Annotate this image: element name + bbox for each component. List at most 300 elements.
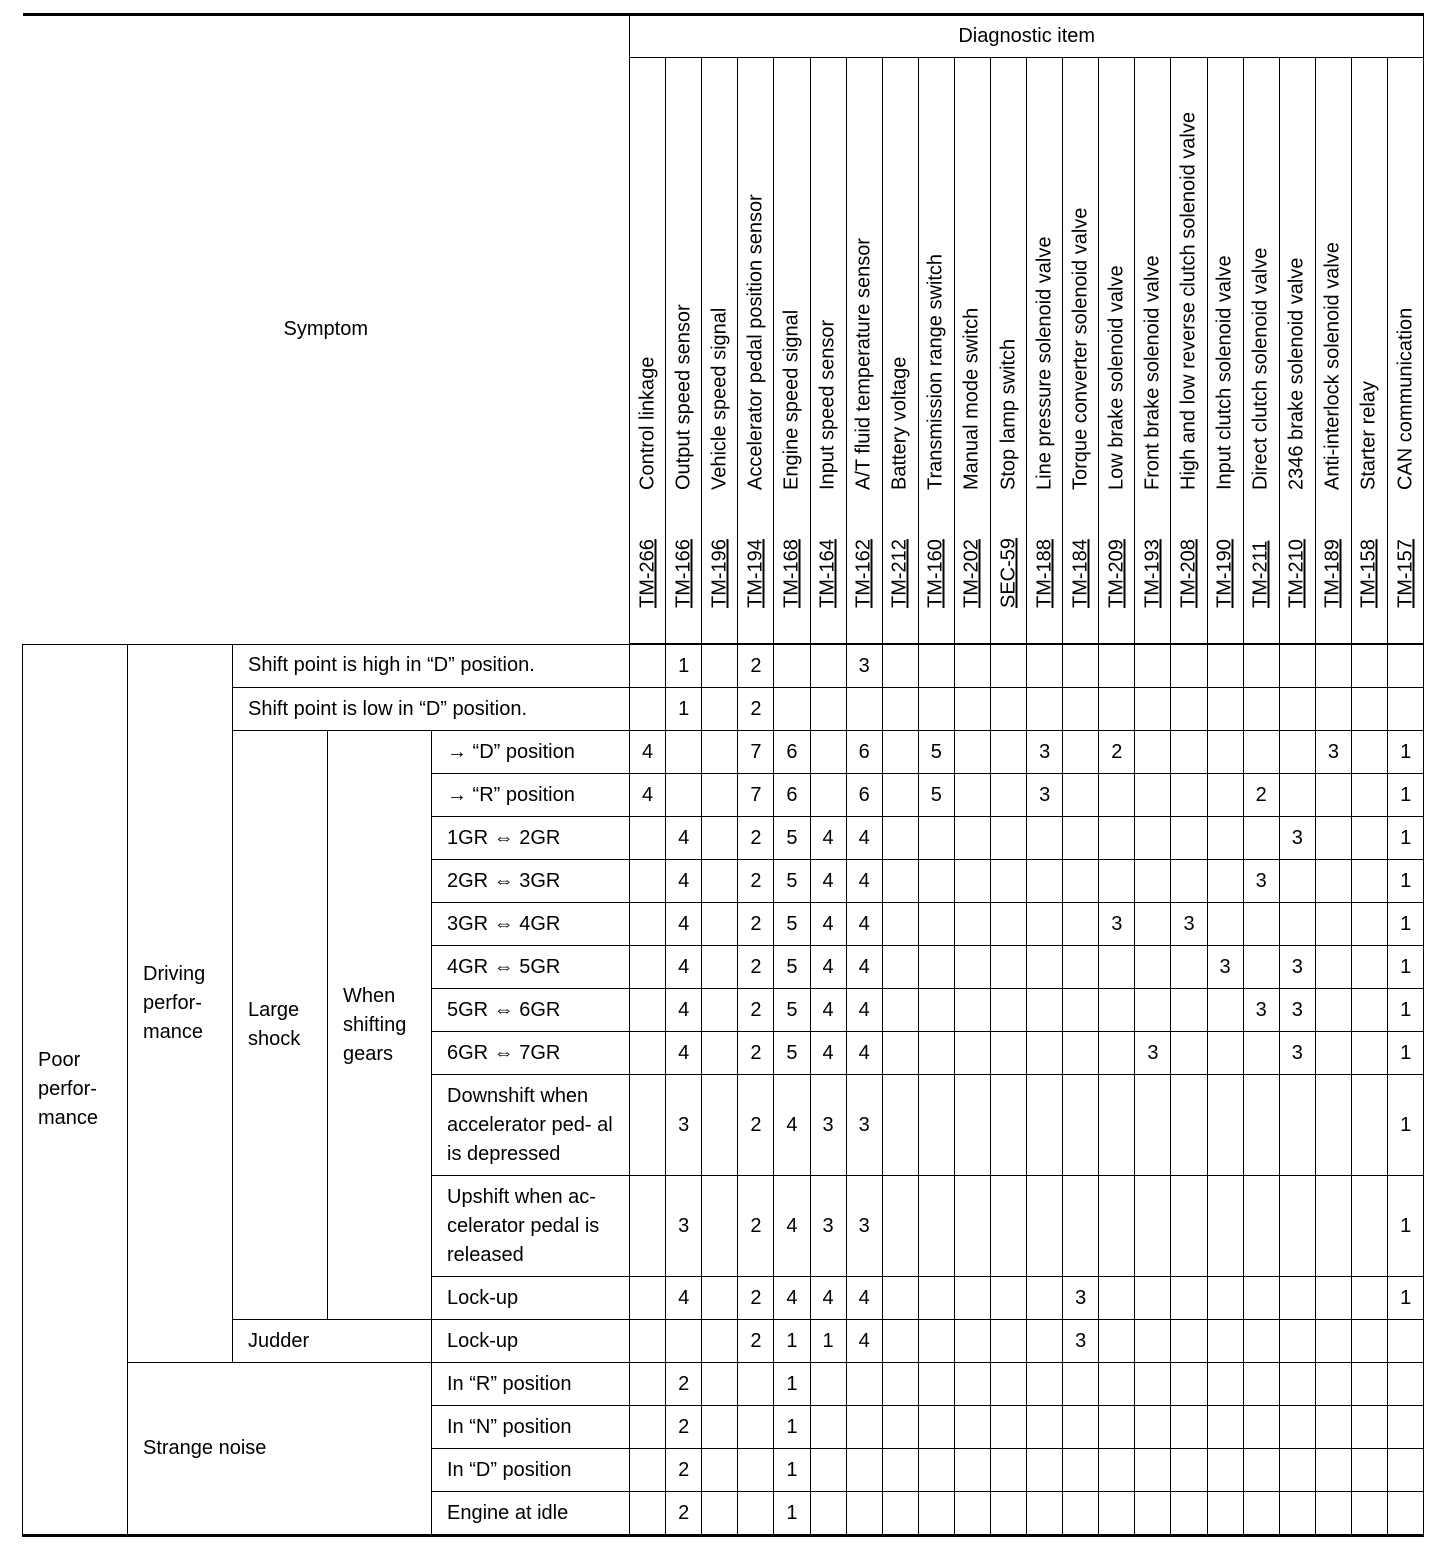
priority-cell <box>954 946 990 989</box>
priority-cell <box>738 1363 774 1406</box>
priority-cell <box>954 1363 990 1406</box>
priority-cell <box>1027 903 1063 946</box>
column-reference-link[interactable]: TM-196 <box>708 539 731 608</box>
priority-cell: 3 <box>846 1176 882 1277</box>
priority-cell <box>1135 989 1171 1032</box>
priority-cell <box>810 688 846 731</box>
column-reference-link[interactable]: TM-212 <box>888 539 911 608</box>
priority-cell <box>990 644 1026 688</box>
priority-cell <box>954 774 990 817</box>
priority-cell <box>1063 1363 1099 1406</box>
priority-cell: 4 <box>666 989 702 1032</box>
priority-cell <box>990 903 1026 946</box>
priority-cell <box>918 1032 954 1075</box>
column-header <box>990 58 1026 645</box>
priority-cell <box>1279 1176 1315 1277</box>
column-reference-link[interactable]: TM-168 <box>780 539 803 608</box>
priority-cell: 4 <box>774 1277 810 1320</box>
priority-cell: 3 <box>1315 731 1351 774</box>
priority-cell <box>630 946 666 989</box>
column-reference-link[interactable]: TM-210 <box>1285 539 1308 608</box>
priority-cell <box>918 1492 954 1536</box>
priority-cell <box>630 1320 666 1363</box>
priority-cell: 1 <box>666 688 702 731</box>
priority-cell <box>1027 1449 1063 1492</box>
priority-cell <box>1099 817 1135 860</box>
priority-cell <box>702 1449 738 1492</box>
column-reference-link[interactable]: TM-162 <box>852 539 875 608</box>
column-reference-link[interactable]: TM-202 <box>960 539 983 608</box>
priority-cell <box>1135 1406 1171 1449</box>
priority-cell: 3 <box>1279 989 1315 1032</box>
priority-cell <box>1171 817 1207 860</box>
priority-cell <box>702 1032 738 1075</box>
priority-cell <box>1243 1363 1279 1406</box>
symptom-label: In “N” position <box>432 1406 630 1449</box>
priority-cell <box>1315 688 1351 731</box>
priority-cell <box>1099 1449 1135 1492</box>
priority-cell: 5 <box>774 903 810 946</box>
priority-cell: 2 <box>1099 731 1135 774</box>
priority-cell: 4 <box>846 1320 882 1363</box>
column-header <box>1027 58 1063 645</box>
priority-cell <box>1099 1032 1135 1075</box>
priority-cell <box>846 688 882 731</box>
priority-cell <box>1171 774 1207 817</box>
column-reference-link[interactable]: TM-190 <box>1213 539 1236 608</box>
priority-cell: 3 <box>666 1075 702 1176</box>
priority-cell <box>1315 774 1351 817</box>
priority-cell <box>1315 1032 1351 1075</box>
priority-cell <box>1063 1176 1099 1277</box>
diagnostic-item-header: Diagnostic item <box>630 15 1424 58</box>
priority-cell <box>954 1176 990 1277</box>
priority-cell <box>1171 688 1207 731</box>
priority-cell: 7 <box>738 731 774 774</box>
priority-cell: 2 <box>666 1363 702 1406</box>
priority-cell <box>738 1449 774 1492</box>
column-name: A/T fluid temperature sensor <box>852 238 875 490</box>
priority-cell <box>1063 774 1099 817</box>
priority-cell: 4 <box>846 903 882 946</box>
priority-cell <box>1027 946 1063 989</box>
priority-cell <box>1171 644 1207 688</box>
column-header <box>1171 58 1207 645</box>
priority-cell: 4 <box>846 1277 882 1320</box>
group-large-shock: Large shock <box>233 731 328 1320</box>
column-name: Direct clutch solenoid valve <box>1249 247 1272 490</box>
priority-cell <box>1351 1363 1387 1406</box>
column-name: Anti-interlock solenoid valve <box>1321 242 1344 490</box>
priority-cell <box>1063 731 1099 774</box>
priority-cell <box>1135 688 1171 731</box>
priority-cell: 5 <box>774 817 810 860</box>
column-header <box>1315 58 1351 645</box>
symptom-label: 3GR ⇔ 4GR <box>432 903 630 946</box>
priority-cell <box>1207 1032 1243 1075</box>
column-name: 2346 brake solenoid valve <box>1285 257 1308 490</box>
column-reference-link[interactable]: TM-211 <box>1249 540 1272 608</box>
priority-cell <box>882 817 918 860</box>
priority-cell <box>990 731 1026 774</box>
priority-cell: 4 <box>666 1277 702 1320</box>
priority-cell <box>1388 1449 1424 1492</box>
priority-cell <box>1315 1320 1351 1363</box>
priority-cell <box>882 946 918 989</box>
symptom-label: 2GR ⇔ 3GR <box>432 860 630 903</box>
column-reference-link[interactable]: TM-194 <box>744 539 767 608</box>
priority-cell: 3 <box>1243 860 1279 903</box>
priority-cell <box>1027 989 1063 1032</box>
column-header <box>1388 58 1424 645</box>
priority-cell <box>1171 1075 1207 1176</box>
priority-cell <box>882 1176 918 1277</box>
priority-cell <box>702 731 738 774</box>
priority-cell <box>882 1406 918 1449</box>
priority-cell <box>1315 1075 1351 1176</box>
priority-cell <box>990 774 1026 817</box>
priority-cell <box>1171 731 1207 774</box>
priority-cell: 4 <box>810 1032 846 1075</box>
priority-cell <box>1027 1363 1063 1406</box>
symptom-label: In “R” position <box>432 1363 630 1406</box>
priority-cell <box>990 1320 1026 1363</box>
priority-cell <box>1027 1032 1063 1075</box>
priority-cell <box>1027 1176 1063 1277</box>
priority-cell: 2 <box>738 860 774 903</box>
priority-cell <box>738 1492 774 1536</box>
priority-cell <box>1315 817 1351 860</box>
priority-cell <box>1135 774 1171 817</box>
priority-cell <box>1027 860 1063 903</box>
priority-cell <box>954 731 990 774</box>
priority-cell <box>954 860 990 903</box>
priority-cell: 2 <box>666 1449 702 1492</box>
priority-cell: 1 <box>774 1363 810 1406</box>
priority-cell <box>666 1320 702 1363</box>
priority-cell: 1 <box>774 1492 810 1536</box>
priority-cell <box>1063 860 1099 903</box>
priority-cell: 1 <box>1388 989 1424 1032</box>
priority-cell <box>846 1449 882 1492</box>
priority-cell: 4 <box>666 1032 702 1075</box>
priority-cell: 3 <box>1279 946 1315 989</box>
priority-cell: 7 <box>738 774 774 817</box>
priority-cell: 4 <box>630 774 666 817</box>
priority-cell <box>1207 1363 1243 1406</box>
priority-cell <box>1171 1320 1207 1363</box>
priority-cell <box>882 989 918 1032</box>
column-name: CAN communication <box>1394 307 1417 490</box>
priority-cell <box>1171 989 1207 1032</box>
priority-cell <box>882 1075 918 1176</box>
priority-cell: 3 <box>1171 903 1207 946</box>
priority-cell <box>1099 1406 1135 1449</box>
priority-cell <box>702 688 738 731</box>
priority-cell <box>666 731 702 774</box>
symptom-label: Downshift when accelerator ped- al is depressed <box>432 1075 630 1176</box>
column-header <box>1279 58 1315 645</box>
symptom-label: 6GR ⇔ 7GR <box>432 1032 630 1075</box>
priority-cell <box>918 644 954 688</box>
priority-cell <box>990 1363 1026 1406</box>
priority-cell <box>810 774 846 817</box>
priority-cell <box>1135 1363 1171 1406</box>
priority-cell: 4 <box>846 989 882 1032</box>
priority-cell <box>1207 1075 1243 1176</box>
priority-cell: 1 <box>774 1320 810 1363</box>
priority-cell <box>954 1406 990 1449</box>
priority-cell <box>1243 731 1279 774</box>
priority-cell <box>918 989 954 1032</box>
priority-cell <box>1171 1363 1207 1406</box>
priority-cell <box>702 1277 738 1320</box>
column-header <box>666 58 702 645</box>
priority-cell <box>1315 1492 1351 1536</box>
priority-cell <box>1027 688 1063 731</box>
priority-cell: 4 <box>666 903 702 946</box>
priority-cell <box>1063 1449 1099 1492</box>
priority-cell: 2 <box>738 688 774 731</box>
priority-cell: 2 <box>738 817 774 860</box>
priority-cell: 2 <box>738 1320 774 1363</box>
priority-cell <box>1171 1406 1207 1449</box>
priority-cell <box>1135 731 1171 774</box>
priority-cell <box>1279 688 1315 731</box>
column-name: Vehicle speed signal <box>708 307 731 490</box>
priority-cell <box>1351 817 1387 860</box>
priority-cell <box>1279 1363 1315 1406</box>
priority-cell <box>918 1320 954 1363</box>
priority-cell <box>702 946 738 989</box>
priority-cell <box>1279 1492 1315 1536</box>
priority-cell <box>1135 644 1171 688</box>
priority-cell: 5 <box>774 946 810 989</box>
priority-cell <box>1351 946 1387 989</box>
column-name: Battery voltage <box>888 356 911 490</box>
group-strange-noise: Strange noise <box>128 1363 432 1536</box>
priority-cell <box>738 1406 774 1449</box>
priority-cell <box>1315 1449 1351 1492</box>
priority-cell <box>882 644 918 688</box>
priority-cell: 3 <box>1207 946 1243 989</box>
column-reference-link[interactable]: TM-160 <box>924 539 947 608</box>
priority-cell <box>666 774 702 817</box>
priority-cell <box>1207 1449 1243 1492</box>
priority-cell <box>1135 1492 1171 1536</box>
priority-cell <box>990 1176 1026 1277</box>
priority-cell <box>918 860 954 903</box>
priority-cell <box>1027 817 1063 860</box>
priority-cell <box>702 644 738 688</box>
priority-cell <box>1315 1406 1351 1449</box>
priority-cell <box>630 817 666 860</box>
priority-cell: 1 <box>774 1406 810 1449</box>
priority-cell <box>990 860 1026 903</box>
priority-cell: 2 <box>738 946 774 989</box>
priority-cell <box>1279 1075 1315 1176</box>
column-reference-link[interactable]: TM-164 <box>816 539 839 608</box>
column-name: Accelerator pedal position sensor <box>744 194 767 490</box>
priority-cell <box>1207 903 1243 946</box>
column-reference-link[interactable]: TM-166 <box>672 539 695 608</box>
priority-cell <box>1171 1032 1207 1075</box>
priority-cell <box>918 1075 954 1176</box>
symptom-label: 1GR ⇔ 2GR <box>432 817 630 860</box>
priority-cell <box>1315 860 1351 903</box>
priority-cell <box>882 1277 918 1320</box>
column-header <box>846 58 882 645</box>
priority-cell <box>918 688 954 731</box>
priority-cell: 4 <box>846 860 882 903</box>
priority-cell <box>1279 774 1315 817</box>
priority-cell: 4 <box>810 1277 846 1320</box>
priority-cell <box>1351 903 1387 946</box>
column-name: High and low reverse clutch solenoid valve <box>1177 112 1200 490</box>
column-header <box>882 58 918 645</box>
priority-cell <box>1243 644 1279 688</box>
priority-cell <box>1315 1363 1351 1406</box>
priority-cell <box>1135 1320 1171 1363</box>
priority-cell <box>1171 1176 1207 1277</box>
priority-cell <box>1171 860 1207 903</box>
priority-cell: 4 <box>774 1075 810 1176</box>
priority-cell <box>990 688 1026 731</box>
priority-cell <box>630 1406 666 1449</box>
priority-cell <box>1135 1277 1171 1320</box>
priority-cell <box>1351 688 1387 731</box>
priority-cell: 3 <box>1099 903 1135 946</box>
priority-cell <box>1099 1277 1135 1320</box>
priority-cell <box>954 1075 990 1176</box>
priority-cell <box>990 1406 1026 1449</box>
column-reference-link[interactable]: TM-209 <box>1105 539 1128 608</box>
priority-cell <box>630 688 666 731</box>
priority-cell <box>1099 688 1135 731</box>
priority-cell <box>954 1492 990 1536</box>
priority-cell <box>918 817 954 860</box>
priority-cell <box>990 1032 1026 1075</box>
priority-cell <box>1099 1176 1135 1277</box>
priority-cell: 3 <box>666 1176 702 1277</box>
priority-cell <box>882 1492 918 1536</box>
column-name: Starter relay <box>1357 381 1380 490</box>
priority-cell <box>1243 946 1279 989</box>
priority-cell <box>1243 1320 1279 1363</box>
priority-cell <box>1135 817 1171 860</box>
symptom-label: 5GR ⇔ 6GR <box>432 989 630 1032</box>
priority-cell <box>702 903 738 946</box>
priority-cell <box>1279 1406 1315 1449</box>
priority-cell <box>702 774 738 817</box>
priority-cell <box>882 774 918 817</box>
priority-cell: 3 <box>810 1075 846 1176</box>
column-name: Torque converter solenoid valve <box>1069 207 1092 490</box>
priority-cell: 2 <box>738 903 774 946</box>
priority-cell <box>918 903 954 946</box>
priority-cell <box>954 644 990 688</box>
symptom-label: → “D” position <box>432 731 630 774</box>
priority-cell <box>1171 1277 1207 1320</box>
priority-cell <box>1279 903 1315 946</box>
priority-cell <box>1171 1449 1207 1492</box>
priority-cell <box>630 1277 666 1320</box>
priority-cell <box>990 1075 1026 1176</box>
priority-cell <box>990 1449 1026 1492</box>
column-reference-link[interactable]: TM-266 <box>636 539 659 608</box>
priority-cell <box>1171 946 1207 989</box>
priority-cell <box>918 1277 954 1320</box>
column-name: Control linkage <box>636 356 659 490</box>
priority-cell <box>1027 1320 1063 1363</box>
column-reference-link[interactable]: TM-188 <box>1033 539 1056 608</box>
priority-cell <box>1099 644 1135 688</box>
priority-cell <box>774 644 810 688</box>
column-header <box>1351 58 1387 645</box>
priority-cell <box>1027 1492 1063 1536</box>
priority-cell <box>1351 1492 1387 1536</box>
column-reference-link[interactable]: TM-184 <box>1069 539 1092 608</box>
priority-cell <box>1027 1075 1063 1176</box>
priority-cell <box>630 644 666 688</box>
priority-cell <box>810 1406 846 1449</box>
priority-cell <box>1099 860 1135 903</box>
priority-cell <box>1315 1176 1351 1277</box>
priority-cell <box>702 1406 738 1449</box>
column-reference-link[interactable]: SEC-59 <box>997 537 1020 608</box>
priority-cell <box>1063 688 1099 731</box>
priority-cell <box>630 1492 666 1536</box>
priority-cell: 3 <box>810 1176 846 1277</box>
priority-cell <box>882 731 918 774</box>
priority-cell <box>1135 903 1171 946</box>
priority-cell: 2 <box>738 1032 774 1075</box>
priority-cell <box>1207 860 1243 903</box>
priority-cell: 1 <box>1388 1176 1424 1277</box>
priority-cell <box>1243 817 1279 860</box>
priority-cell <box>1243 1406 1279 1449</box>
priority-cell <box>1207 774 1243 817</box>
priority-cell <box>918 1363 954 1406</box>
priority-cell <box>702 1492 738 1536</box>
priority-cell <box>1388 1320 1424 1363</box>
symptom-label: Lock-up <box>432 1320 630 1363</box>
column-reference-link[interactable]: TM-208 <box>1177 539 1200 608</box>
priority-cell: 4 <box>810 860 846 903</box>
column-reference-link[interactable]: TM-189 <box>1321 539 1344 608</box>
priority-cell <box>630 860 666 903</box>
priority-cell <box>1135 1449 1171 1492</box>
priority-cell: 5 <box>774 989 810 1032</box>
priority-cell <box>1135 1176 1171 1277</box>
priority-cell: 6 <box>846 731 882 774</box>
column-header <box>1063 58 1099 645</box>
column-reference-link[interactable]: TM-157 <box>1394 539 1417 608</box>
priority-cell <box>1207 1406 1243 1449</box>
priority-cell <box>1135 860 1171 903</box>
priority-cell: 5 <box>918 774 954 817</box>
column-reference-link[interactable]: TM-193 <box>1141 539 1164 608</box>
column-reference-link[interactable]: TM-158 <box>1357 539 1380 608</box>
priority-cell <box>1279 860 1315 903</box>
priority-cell <box>1063 817 1099 860</box>
priority-cell <box>1279 644 1315 688</box>
priority-cell <box>810 731 846 774</box>
priority-cell <box>882 860 918 903</box>
priority-cell <box>1351 1406 1387 1449</box>
priority-cell <box>1099 1363 1135 1406</box>
symptom-label: In “D” position <box>432 1449 630 1492</box>
